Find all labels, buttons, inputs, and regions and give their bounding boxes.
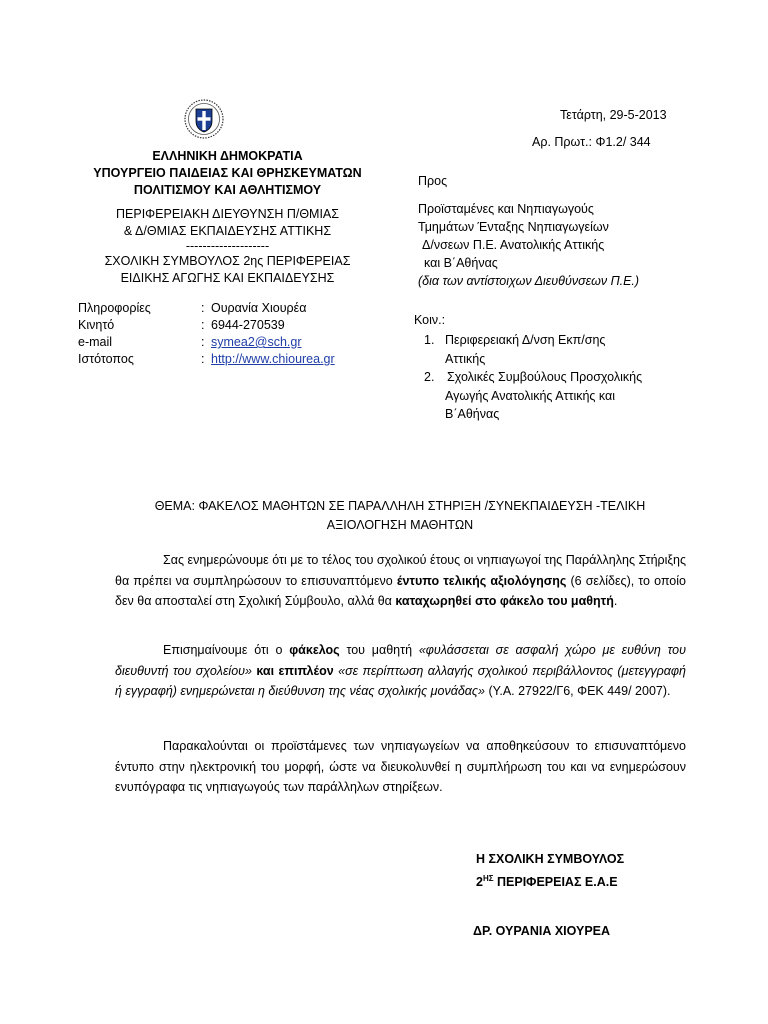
paragraph-bold: έντυπο τελικής αξιολόγησης xyxy=(396,573,567,588)
protocol-number: Αρ. Πρωτ.: Φ1.2/ 344 xyxy=(532,135,651,149)
contact-value: Ουρανία Χιουρέα xyxy=(211,301,307,315)
signature-region-number: 2 xyxy=(476,875,483,890)
paragraph-text: . xyxy=(613,594,618,608)
advisor-line-2: ΕΙΔΙΚΗΣ ΑΓΩΓΗΣ ΚΑΙ ΕΚΠΑΙΔΕΥΣΗΣ xyxy=(120,271,335,285)
paragraph-bold: και επιπλέον xyxy=(252,663,339,678)
letterhead xyxy=(70,148,385,199)
ministry-line-2: ΠΟΛΙΤΙΣΜΟΥ ΚΑΙ ΑΘΛΗΤΙΣΜΟΥ xyxy=(133,183,322,197)
contact-separator: : xyxy=(201,318,205,332)
cc-item-line: Σχολικές Συμβούλους Προσχολικής xyxy=(447,370,643,384)
paragraph-text: Παρακαλούνται οι προϊστάμενες των νηπιαγωγείων να αποθηκεύσουν το επισυναπτόμενο έντυπο στην ηλεκτρονική του μορφή, ώστε να διευκολυνθεί η συμπλήρωση του και να ενημερώσουν ενυπόγραφα τις νηπιαγωγούς των παράλληλων στηρίξεων. xyxy=(115,739,686,794)
recipient-line: και Β΄Αθήνας xyxy=(424,256,498,270)
recipient-line: Τμημάτων Ένταξης Νηπιαγωγείων xyxy=(418,220,609,234)
cc-item-number: 1. xyxy=(424,333,435,347)
recipient-note: (δια των αντίστοιχων Διευθύνσεων Π.Ε.) xyxy=(418,274,640,288)
paragraph-2 xyxy=(115,640,686,702)
contact-row xyxy=(78,351,398,368)
contact-row xyxy=(78,300,398,317)
cc-item-line: Β΄Αθήνας xyxy=(445,407,500,421)
contact-separator: : xyxy=(201,352,205,366)
contact-label: Κινητό xyxy=(78,318,115,332)
to-label: Προς xyxy=(418,174,448,188)
paragraph-text: Επισημαίνουμε ότι ο xyxy=(163,643,290,657)
paragraph-text: (Υ.Α. 27922/Γ6, ΦΕΚ 449/ 2007). xyxy=(484,684,671,698)
signature-title: Η ΣΧΟΛΙΚΗ ΣΥΜΒΟΥΛΟΣ xyxy=(476,852,625,866)
paragraph-bold: φάκελος xyxy=(289,643,340,657)
document-date: Τετάρτη, 29-5-2013 xyxy=(560,108,667,122)
contact-row xyxy=(78,317,398,334)
subject xyxy=(100,497,700,535)
email-link[interactable]: symea2@sch.gr xyxy=(211,335,302,349)
contact-separator: : xyxy=(201,335,205,349)
country-name: ΕΛΛΗΝΙΚΗ ΔΗΜΟΚΡΑΤΙΑ xyxy=(152,149,303,163)
paragraph-text: Σας ενημερώνουμε ότι με το τέλος του σχολικού έτους οι νηπιαγωγοί της Παράλληλης Στήριξης θα πρέπει να συμπληρώσουν το επισυναπτόμενο xyxy=(115,553,686,588)
contact-info xyxy=(78,300,398,368)
cc-item xyxy=(418,368,718,424)
cc-item-line: Περιφερειακή Δ/νση Εκπ/σης xyxy=(445,333,606,347)
subject-line-1: ΘΕΜΑ: ΦΑΚΕΛΟΣ ΜΑΘΗΤΩΝ ΣΕ ΠΑΡΑΛΛΗΛΗ ΣΤΗΡΙΞΗ /ΣΥΝΕΚΠΑΙΔΕΥΣΗ -ΤΕΛΙΚΗ xyxy=(154,499,646,513)
paragraph-italic: «φυλάσσεται σε ασφαλή χώρο με ευθύνη του διευθυντή του σχολείου» xyxy=(115,643,686,678)
directorate-line-2: & Δ/ΘΜΙΑΣ ΕΚΠΑΙΔΕΥΣΗΣ ΑΤΤΙΚΗΣ xyxy=(123,224,332,238)
greek-coat-of-arms-icon xyxy=(184,99,224,139)
cc-item-number: 2. xyxy=(424,370,435,384)
ministry-line-1: ΥΠΟΥΡΓΕΙΟ ΠΑΙΔΕΙΑΣ ΚΑΙ ΘΡΗΣΚΕΥΜΑΤΩΝ xyxy=(93,166,362,180)
paragraph-1 xyxy=(115,550,686,612)
recipient-line: Δ/νσεων Π.Ε. Ανατολικής Αττικής xyxy=(422,238,605,252)
cc-item-line: Αγωγής Ανατολικής Αττικής και xyxy=(445,388,616,403)
contact-separator: : xyxy=(201,301,205,315)
advisor-line-1: ΣΧΟΛΙΚΗ ΣΥΜΒΟΥΛΟΣ 2ης ΠΕΡΙΦΕΡΕΙΑΣ xyxy=(104,254,351,268)
signature-name: ΔΡ. ΟΥΡΑΝΙΑ ΧΙΟΥΡΕΑ xyxy=(473,924,611,938)
signature-block xyxy=(476,850,716,892)
paragraph-bold: καταχωρηθεί στο φάκελο του μαθητή xyxy=(395,594,614,608)
signature-region-suffix: ΗΣ xyxy=(482,874,494,883)
cc-item xyxy=(418,331,718,368)
paragraph-3 xyxy=(115,736,686,798)
contact-label: Ιστότοπος xyxy=(78,352,134,366)
subject-line-2: ΑΞΙΟΛΟΓΗΣΗ ΜΑΘΗΤΩΝ xyxy=(326,518,474,532)
cc-label: Κοιν.: xyxy=(414,313,446,327)
contact-row xyxy=(78,334,398,351)
contact-value: 6944-270539 xyxy=(211,318,285,332)
paragraph-italic: «σε περίπτωση αλλαγής σχολικού περιβάλλοντος (μετεγγραφή ή εγγραφή) ενημερώνεται η διεύθυνση της νέας σχολικής μονάδας» xyxy=(115,663,686,698)
cc-list xyxy=(418,331,718,424)
signature-region-text: ΠΕΡΙΦΕΡΕΙΑΣ Ε.Α.Ε xyxy=(493,875,618,890)
recipient-line: Προϊσταμένες και Νηπιαγωγούς xyxy=(418,202,594,216)
cc-item-line: Αττικής xyxy=(445,351,486,366)
directorate-block xyxy=(70,206,385,287)
paragraph-text: του μαθητή xyxy=(339,643,419,657)
directorate-line-1: ΠΕΡΙΦΕΡΕΙΑΚΗ ΔΙΕΥΘΥΝΣΗ Π/ΘΜΙΑΣ xyxy=(116,207,339,221)
contact-label: Πληροφορίες xyxy=(78,301,151,315)
recipients-block xyxy=(418,200,718,290)
contact-label: e-mail xyxy=(78,335,113,349)
website-link[interactable]: http://www.chiourea.gr xyxy=(211,352,335,366)
paragraph-text: (6 σελίδες), το οποίο δεν θα αποσταλεί στη Σχολική Σύμβουλο, αλλά θα xyxy=(115,573,686,608)
header-divider: -------------------- xyxy=(185,239,270,253)
signature-region xyxy=(476,869,716,892)
